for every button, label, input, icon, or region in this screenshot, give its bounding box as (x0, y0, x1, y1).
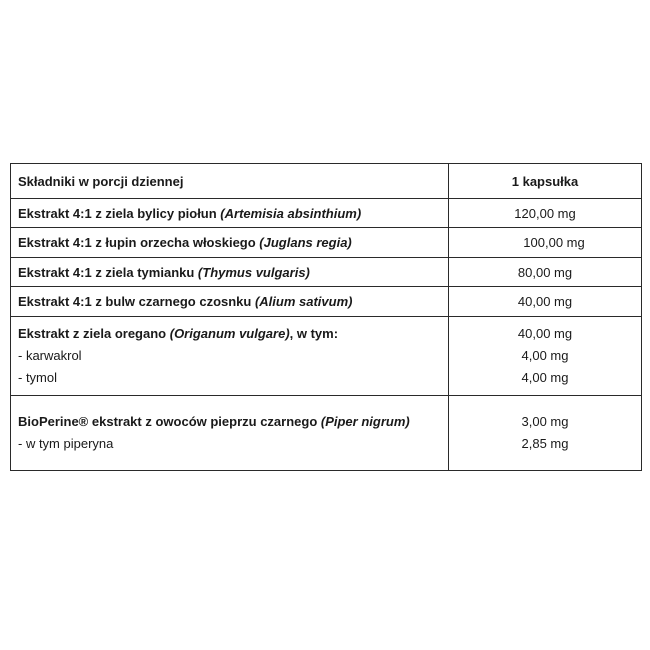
dose-value: 40,00 mg (517, 294, 573, 309)
sub-dose-value: 2,85 mg (521, 436, 569, 451)
ingredient-cell (11, 228, 449, 258)
dose-value: 3,00 mg (521, 414, 569, 429)
sub-ingredient-label: - karwakrol (18, 348, 82, 363)
ingredient-latin-name: (Origanum vulgare) (169, 326, 290, 341)
ingredient-name: Ekstrakt 4:1 z bulw czarnego czosnku (18, 294, 255, 309)
ingredient-name-suffix: , w tym: (289, 326, 339, 341)
ingredient-cell (11, 396, 449, 471)
dose-value: 80,00 mg (517, 264, 573, 280)
dose-cell (449, 199, 642, 228)
ingredient-name: Ekstrakt 4:1 z łupin orzecha włoskiego (18, 235, 260, 250)
dose-value: 40,00 mg (517, 326, 573, 341)
ingredient-name: Ekstrakt 4:1 z ziela bylicy piołun (18, 205, 221, 221)
sub-dose-value: 4,00 mg (521, 370, 569, 385)
dose-cell (449, 317, 642, 396)
sub-ingredient-label: - tymol (18, 370, 57, 385)
table-header-row (11, 164, 642, 199)
ingredient-name: BioPerine® ekstrakt z owoców pieprzu czarnego (18, 414, 321, 429)
header-ingredients-cell (11, 164, 449, 199)
dose-cell (449, 258, 642, 287)
header-ingredients-label: Składniki w porcji dziennej (18, 173, 184, 189)
dose-value: 120,00 mg (514, 205, 576, 221)
ingredient-cell (11, 287, 449, 317)
ingredient-latin-name: (Alium sativum) (254, 294, 353, 309)
header-dose-label: 1 kapsułka (511, 173, 579, 189)
table-row (11, 228, 642, 258)
ingredient-latin-name: (Thymus vulgaris) (197, 264, 310, 280)
table-row (11, 287, 642, 317)
header-dose-cell (449, 164, 642, 199)
ingredient-name-line (18, 323, 442, 345)
table-row (11, 396, 642, 471)
ingredient-latin-name: (Juglans regia) (259, 235, 352, 250)
ingredient-name: Ekstrakt z ziela oregano (18, 326, 170, 341)
ingredient-name: Ekstrakt 4:1 z ziela tymianku (18, 264, 198, 280)
dose-cell (449, 396, 642, 471)
table-row (11, 317, 642, 396)
dose-cell (449, 228, 642, 258)
ingredient-cell (11, 199, 449, 228)
dose-value: 100,00 mg (523, 235, 585, 250)
ingredient-latin-name: (Artemisia absinthium) (220, 205, 362, 221)
table-row (11, 199, 642, 228)
sub-ingredient-label: - w tym piperyna (18, 436, 114, 451)
ingredient-cell (11, 258, 449, 287)
table-row (11, 258, 642, 287)
ingredient-latin-name: (Piper nigrum) (320, 414, 410, 429)
ingredient-name-line (18, 411, 442, 433)
supplement-facts-table (10, 163, 642, 471)
dose-cell (449, 287, 642, 317)
ingredient-cell (11, 317, 449, 396)
sub-dose-value: 4,00 mg (521, 348, 569, 363)
